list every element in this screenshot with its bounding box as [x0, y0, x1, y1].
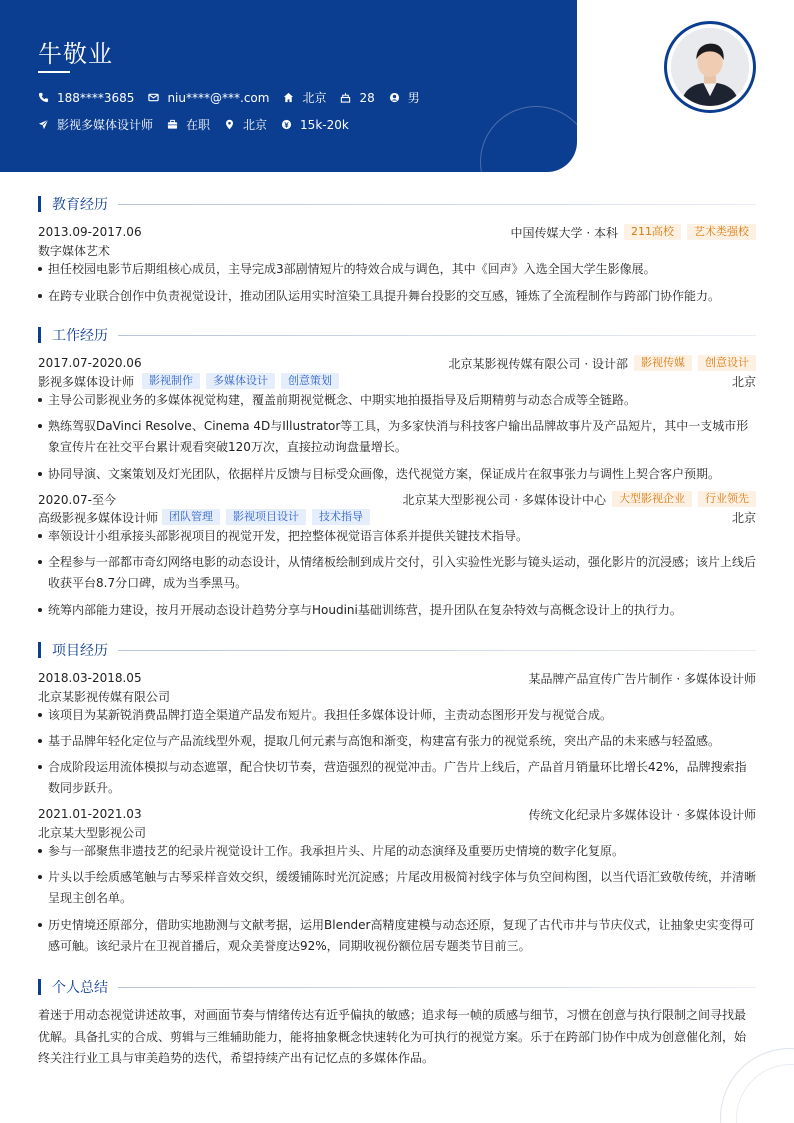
job-intent-row: [38, 116, 363, 133]
project-bullet: 参与一部聚焦非遗技艺的纪录片视觉设计工作。我承担片头、片尾的动态演绎及重要历史情境的数字化复原。: [38, 841, 756, 862]
status-text: 在职: [186, 118, 211, 132]
work-city: 北京: [731, 510, 756, 525]
section-summary-title: [38, 978, 756, 996]
work-bullet: 率领设计小组承接头部影视项目的视觉开发，把控整体视觉语言体系并提供关键技术指导。: [38, 526, 756, 547]
section-bar: [38, 979, 41, 995]
work-company: 北京某大型影视公司 · 多媒体设计中心: [402, 492, 606, 507]
section-divider: [118, 987, 756, 988]
phone-item: [38, 91, 134, 105]
work-bullet: 主导公司影视业务的多媒体视觉构建，覆盖前期视觉概念、中期实地拍摄指导及后期精剪与动态合成等全链路。: [38, 390, 756, 411]
project-bullet: 合成阶段运用流体模拟与动态遮罩，配合快切节奏，营造强烈的视觉冲击。广告片上线后，产品首月销量环比增长42%，品牌搜索指数同步跃升。: [38, 757, 756, 799]
target-city-text: 北京: [243, 118, 268, 132]
project-name: 传统文化纪录片多媒体设计 · 多媒体设计师: [528, 807, 756, 822]
section-divider: [118, 650, 756, 651]
project-company-row: [38, 687, 756, 705]
project-date: 2018.03-2018.05: [38, 671, 142, 685]
target-city-item: [224, 116, 267, 133]
work-bullet: 协同导演、文案策划及灯光团队，依据样片反馈与目标受众画像，迭代视觉方案，保证成片在叙事张力与调性上契合客户预期。: [38, 464, 756, 485]
summary-text: 着迷于用动态视觉讲述故事，对画面节奏与情绪传达有近乎偏执的敏感；追求每一帧的质感与细节，习惯在创意与执行限制之间寻找最优解。具备扎实的合成、剪辑与三维辅助能力，能将抽象概念快速转化为可执行的视觉方案。乐于在跨部门协作中成为创意催化剂，始终关注行业工具与审美趋势的迭代，希望持续产出有记忆点的多媒体作品。: [38, 1008, 747, 1065]
company-tag: 行业领先: [698, 491, 756, 507]
project-company: 北京某大型影视公司: [38, 825, 147, 840]
phone-icon: [38, 92, 49, 103]
avatar: [664, 21, 756, 113]
name-underline: [38, 71, 70, 73]
education-tag: 211高校: [624, 224, 681, 240]
status-item: [167, 116, 210, 133]
skill-tag: 影视项目设计: [226, 509, 306, 525]
skill-tag: 创意策划: [281, 373, 339, 389]
section-heading: 教育经历: [52, 197, 108, 213]
project-bullet: 该项目为某新锐消费品牌打造全渠道产品发布短片。我担任多媒体设计师，主责动态图形开发与视觉合成。: [38, 705, 756, 726]
education-header-row: [38, 223, 756, 241]
section-education-title: [38, 195, 756, 213]
education-bullet: 在跨专业联合创作中负责视觉设计，推动团队运用实时渲染工具提升舞台投影的交互感，锤炼了全流程制作与跨部门协作能力。: [38, 286, 756, 307]
project-date: 2021.01-2021.03: [38, 807, 142, 821]
contact-row: [38, 89, 434, 106]
work-title: 影视多媒体设计师: [38, 374, 135, 389]
work-bullet: 全程参与一部都市奇幻网络电影的动态设计，从情绪板绘制到成片交付，引入实验性光影与镜头运动，强化影片的沉浸感；该片上线后收获平台8.7分口碑，成为当季黑马。: [38, 552, 756, 594]
city-item: [283, 89, 326, 106]
section-bar: [38, 196, 41, 212]
education-major-row: [38, 241, 756, 259]
salary-text: 15k-20k: [300, 117, 349, 132]
skill-tag: 影视制作: [142, 373, 200, 389]
education-tag: 艺术类强校: [687, 224, 756, 240]
section-heading: 工作经历: [52, 328, 108, 344]
email-text: niu****@***.com: [167, 90, 270, 105]
work-date: 2017.07-2020.06: [38, 356, 142, 370]
section-work-title: [38, 326, 756, 344]
age-text: 28: [359, 90, 375, 105]
candidate-name: 牛敬业: [38, 40, 113, 68]
header-decoration-circle: [480, 106, 577, 172]
work-title: 高级影视多媒体设计师: [38, 510, 159, 525]
education-bullet: 担任校园电影节后期组核心成员，主导完成3部剧情短片的特效合成与调色，其中《回声》入选全国大学生影像展。: [38, 259, 756, 280]
money-icon: [281, 119, 292, 130]
home-icon: [283, 92, 294, 103]
section-heading: 个人总结: [52, 980, 108, 996]
work-city: 北京: [731, 374, 756, 389]
gender-item: [389, 89, 420, 106]
education-school: 中国传媒大学 · 本科: [510, 225, 618, 240]
education-major: 数字媒体艺术: [38, 243, 111, 258]
project-bullet: 历史情境还原部分，借助实地勘测与文献考据，运用Blender高精度建模与动态还原，复现了古代市井与节庆仪式，让抽象史实变得可感可触。该纪录片在卫视首播后，观众美誉度达92%，同期收视份额位居专题类节目前三。: [38, 915, 756, 957]
send-icon: [38, 119, 49, 130]
age-item: [340, 91, 374, 105]
job-target-item: [38, 116, 153, 133]
phone-text: 188****3685: [57, 90, 135, 105]
work-title-row: [38, 508, 756, 526]
avatar-photo: [671, 28, 749, 106]
email-item: [148, 91, 269, 105]
section-bar: [38, 642, 41, 658]
user-icon: [389, 92, 400, 103]
header-banner: [0, 0, 577, 172]
education-date: 2013.09-2017.06: [38, 225, 142, 239]
project-header-row: [38, 669, 756, 687]
briefcase-icon: [167, 119, 178, 130]
work-title-row: [38, 372, 756, 390]
work-company: 北京某影视传媒有限公司 · 设计部: [448, 356, 628, 371]
work-date: 2020.07-至今: [38, 492, 116, 507]
company-tag: 影视传媒: [634, 355, 692, 371]
work-header-row: [38, 490, 756, 508]
project-name: 某品牌产品宣传广告片制作 · 多媒体设计师: [528, 671, 756, 686]
skill-tag: 多媒体设计: [206, 373, 275, 389]
mail-icon: [148, 92, 159, 103]
project-company-row: [38, 823, 756, 841]
project-company: 北京某影视传媒有限公司: [38, 689, 171, 704]
company-tag: 创意设计: [698, 355, 756, 371]
cake-icon: [340, 92, 351, 103]
gender-text: 男: [407, 91, 420, 105]
skill-tag: 团队管理: [162, 509, 220, 525]
project-bullet: 片头以手绘质感笔触与古琴采样音效交织，缓缓铺陈时光沉淀感；片尾改用极简衬线字体与负空间构图，以当代语汇致敬传统，并清晰呈现主创名单。: [38, 867, 756, 909]
work-bullet: 熟练驾驭DaVinci Resolve、Cinema 4D与Illustrator等工具，为多家快消与科技客户输出品牌故事片及产品短片，其中一支城市形象宣传片在社交平台累计观看突破120万次，直接拉动询盘量增长。: [38, 416, 756, 458]
section-divider: [118, 335, 756, 336]
project-header-row: [38, 805, 756, 823]
section-divider: [118, 204, 756, 205]
skill-tag: 技术指导: [312, 509, 370, 525]
job-target-text: 影视多媒体设计师: [57, 118, 154, 132]
section-heading: 项目经历: [52, 643, 108, 659]
section-bar: [38, 327, 41, 343]
company-tag: 大型影视企业: [612, 491, 692, 507]
location-pin-icon: [224, 119, 235, 130]
work-header-row: [38, 354, 756, 372]
project-bullet: 基于品牌年轻化定位与产品流线型外观，提取几何元素与高饱和渐变，构建富有张力的视觉系统，突出产品的未来感与轻盈感。: [38, 731, 756, 752]
work-bullet: 统筹内部能力建设，按月开展动态设计趋势分享与Houdini基础训练营，提升团队在复杂特效与高概念设计上的执行力。: [38, 600, 756, 621]
salary-item: [281, 118, 349, 132]
section-projects-title: [38, 641, 756, 659]
city-text: 北京: [302, 91, 327, 105]
